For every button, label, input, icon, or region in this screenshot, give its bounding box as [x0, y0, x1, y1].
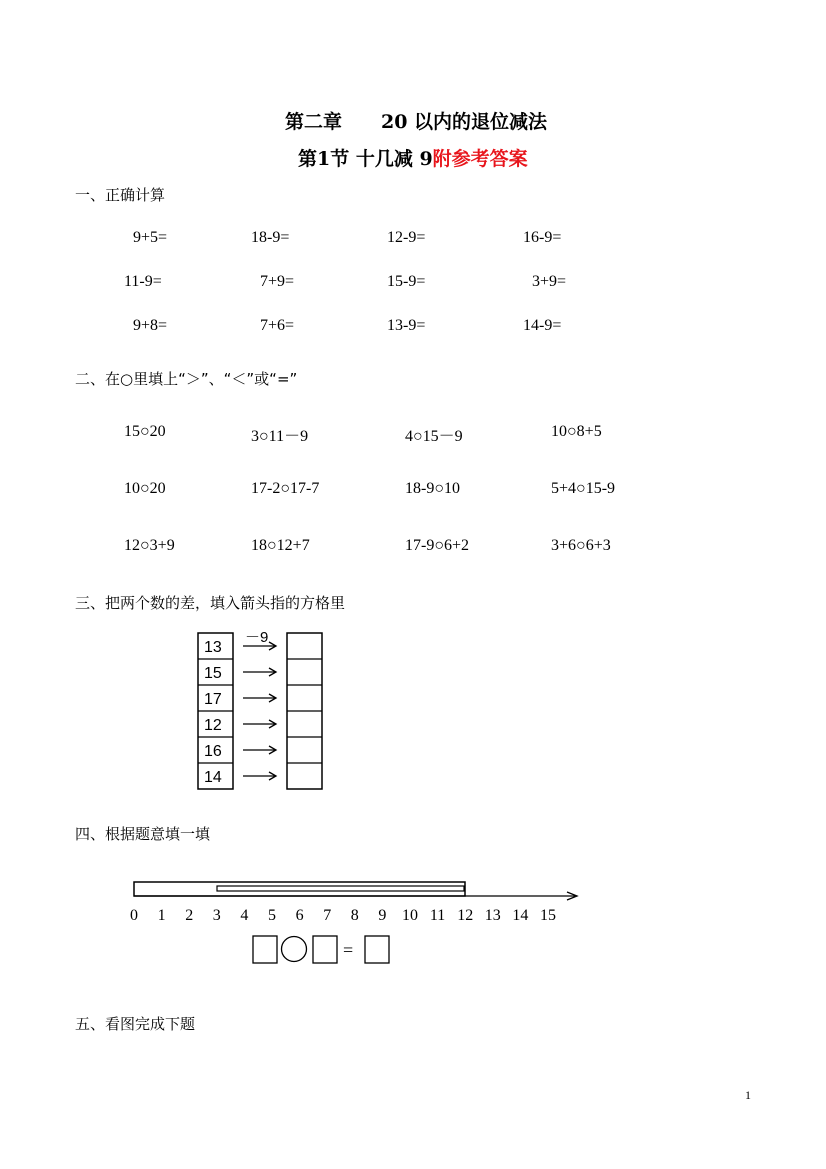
page-number: 1 [745, 1088, 751, 1102]
section-1-heading: 一、正确计算 [75, 186, 166, 204]
source-number: 14 [204, 769, 222, 786]
source-number: 13 [204, 639, 222, 656]
tick-label: 11 [429, 907, 446, 924]
tick-label: 3 [212, 907, 221, 924]
answer-note: 附参考答案 [432, 148, 528, 170]
inner-bracket [217, 886, 464, 891]
calc-item: 16-9= [523, 229, 562, 246]
tick-label: 15 [540, 907, 556, 924]
section-2-heading: 二、在○里填上“＞”、“＜”或“=” [75, 370, 298, 388]
operator-label: －9 [245, 629, 269, 646]
compare-item: 4○15－9 [405, 428, 463, 445]
section-3-heading: 三、把两个数的差，填入箭头指的方格里 [75, 594, 346, 612]
answer-box[interactable] [313, 936, 337, 963]
source-number: 17 [204, 691, 222, 708]
calc-item: 14-9= [523, 317, 562, 334]
calc-item: 9+8= [133, 317, 168, 334]
equals-sign: = [343, 940, 354, 960]
section-title [298, 144, 528, 171]
compare-item: 18○12+7 [251, 537, 310, 554]
source-number: 12 [204, 717, 222, 734]
chapter-label: 第二章 [285, 111, 343, 133]
calc-item: 11-9= [124, 273, 162, 290]
tick-label: 0 [130, 907, 138, 924]
calc-item: 13-9= [387, 317, 426, 334]
section-5-heading: 五、看图完成下题 [75, 1015, 196, 1033]
tick-label: 1 [157, 907, 166, 924]
tick-label: 14 [512, 907, 529, 924]
section-name: 第1节 十几减 9 [298, 148, 433, 170]
compare-item: 12○3+9 [124, 537, 175, 554]
operator-circle[interactable] [282, 937, 307, 962]
arrows [243, 642, 276, 780]
tick-label: 2 [185, 907, 194, 924]
calc-item: 9+5= [133, 229, 168, 246]
tick-label: 4 [240, 907, 249, 924]
compare-item: 17-9○6+2 [405, 537, 470, 554]
calc-item: 18-9= [251, 229, 290, 246]
calc-item: 12-9= [387, 229, 426, 246]
compare-item: 10○20 [124, 480, 166, 497]
compare-item: 15○20 [124, 423, 166, 440]
compare-item: 10○8+5 [551, 423, 602, 440]
tick-label: 5 [268, 907, 276, 924]
compare-item: 3○11－9 [251, 428, 309, 445]
tick-label: 8 [350, 907, 359, 924]
compare-item: 17-2○17-7 [251, 480, 320, 497]
compare-item: 5+4○15-9 [551, 480, 616, 497]
outer-bracket [134, 882, 465, 896]
answer-box[interactable] [253, 936, 277, 963]
tick-label: 6 [295, 907, 304, 924]
tick-label: 9 [378, 907, 387, 924]
tick-label: 12 [457, 907, 474, 924]
source-number: 15 [204, 665, 222, 682]
answer-box[interactable] [365, 936, 389, 963]
compare-item: 3+6○6+3 [551, 537, 611, 554]
chapter-title: 20 以内的退位减法 [381, 111, 548, 133]
calc-item: 7+9= [260, 273, 295, 290]
tick-label: 7 [323, 907, 332, 924]
tick-label: 10 [402, 907, 418, 924]
tick-label: 13 [484, 907, 501, 924]
calc-item: 7+6= [260, 317, 295, 334]
section-4-heading: 四、根据题意填一填 [75, 825, 211, 843]
calc-item: 3+9= [532, 273, 567, 290]
source-number: 16 [204, 743, 222, 760]
compare-item: 18-9○10 [405, 480, 460, 497]
number-line-figure [125, 874, 595, 974]
calc-item: 15-9= [387, 273, 426, 290]
subtraction-arrow-table [190, 626, 340, 796]
